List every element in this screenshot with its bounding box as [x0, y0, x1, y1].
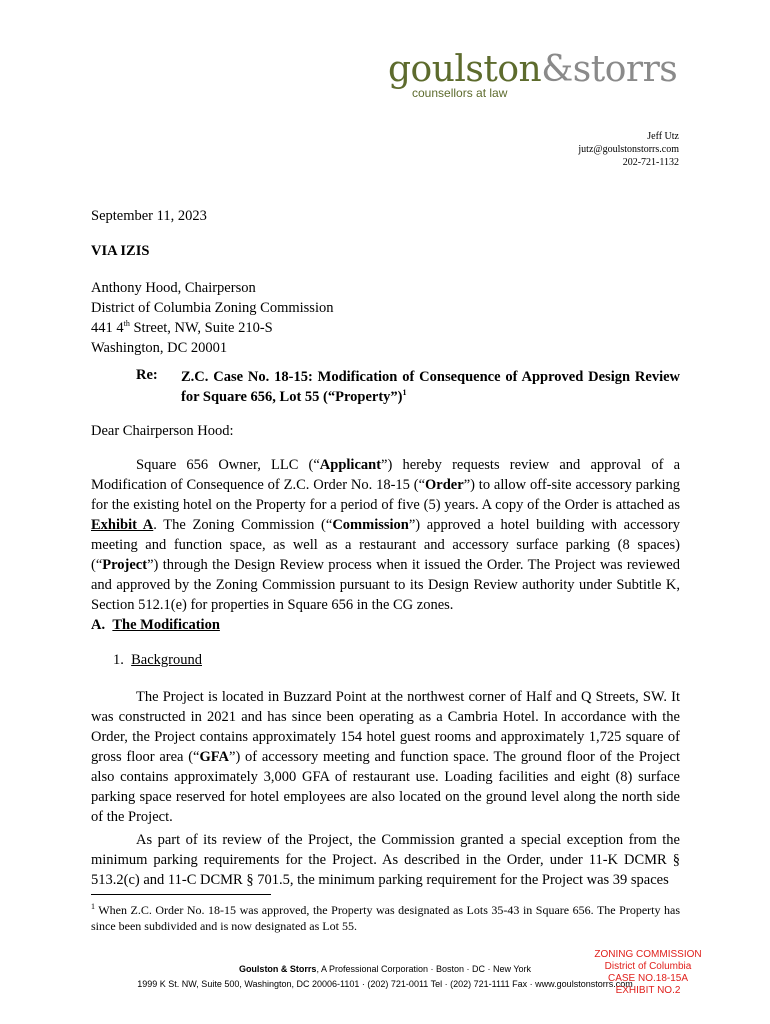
footnote: $^1$ When Z.C. Order No. 18-15 was approved, the Property was designated as Lots 35-43 in Square 656. The Property has since been subdivided and is now designated as Lot 55.	[91, 902, 680, 933]
paragraph-1: Square 656 Owner, LLC (“Applicant”) hereby requests review and approval of a Modification of Consequence of Z.C. Order No. 18-15 (“Order”) to allow off-site accessory parking for the existing hotel on the Property for a period of five (5) years. A copy of the Order is attached as Exhibit A. The Zoning Commission (“Commission”) approved a hotel building with accessory meeting and function space, as well as a restaurant and accessory surface parking (8 spaces) (“Project”) through the Design Review process when it issued the Order. The Project was reviewed and approved by the Zoning Commission pursuant to its Design Review authority under Subtitle K, Section 512.1(e) for properties in Square 656 in the CG zones.	[91, 457, 680, 613]
recipient-address	[91, 278, 333, 358]
footnote-divider	[91, 894, 271, 895]
footer-firm-line: Goulston & Storrs, A Professional Corporation · Boston · DC · New York	[238, 964, 532, 974]
recipient-city: Washington, DC 20001	[91, 340, 228, 356]
subsection-heading-1: 1. Background	[113, 652, 202, 668]
section-heading-a: A. The Modification	[91, 617, 220, 633]
logo-word-storrs: &storrs	[541, 49, 678, 90]
paragraph-3: As part of its review of the Project, the Commission granted a special exception from the minimum parking requirements for the Project. As described in the Order, under 11-K DCMR § 513.2(c) and 11-C DCMR § 701.5, the minimum parking requirement for the Project was 39 spaces	[91, 832, 680, 888]
zoning-exhibit-stamp: ZONING COMMISSION District of Columbia CASE NO.18-15A EXHIBIT NO.2	[594, 949, 702, 996]
logo-tagline: counsellors at law	[412, 86, 508, 100]
sender-name: Jeff Utz	[647, 131, 679, 142]
logo-word-goulston: goulston	[388, 49, 542, 90]
recipient-street: 441 4th Street, NW, Suite 210-S	[91, 319, 273, 336]
sender-block	[578, 130, 679, 169]
paragraph-2: The Project is located in Buzzard Point at the northwest corner of Half and Q Streets, SW. It was constructed in 2021 and has since been operating as a Cambria Hotel. In accordance with the Order, the Project contains approximately 154 hotel guest rooms and approximately 1,725 square of gross floor area (“GFA”) of accessory meeting and function space. The ground floor of the Project also contains approximately 3,000 GFA of restaurant use. Loading facilities and eight (8) surface parking space reserved for hotel employees are also located on the ground level along the north side of the Project.	[91, 689, 681, 825]
recipient-org: District of Columbia Zoning Commission	[91, 300, 334, 316]
sender-email[interactable]: jutz@goulstonstorrs.com	[578, 144, 679, 155]
footer-address-line: 1999 K St. NW, Suite 500, Washington, DC 20006-1101 · (202) 721-0011 Tel · (202) 721-1111 Fax · www.goulstonstorrs.com	[137, 979, 633, 989]
sender-phone: 202-721-1132	[622, 157, 679, 168]
recipient-name: Anthony Hood, Chairperson	[91, 280, 256, 296]
firm-logo	[388, 50, 680, 90]
re-subject: Z.C. Case No. 18-15: Modification of Consequence of Approved Design Review for Square 656, Lot 55 (“Property”)$^1$	[181, 369, 680, 405]
delivery-method: VIA IZIS	[91, 243, 150, 259]
exhibit-a-reference: Exhibit A	[91, 517, 154, 533]
footnote-ref: 1	[402, 388, 407, 398]
re-label: Re:	[136, 367, 158, 383]
salutation: Dear Chairperson Hood:	[91, 423, 234, 439]
letter-date: September 11, 2023	[91, 208, 207, 224]
